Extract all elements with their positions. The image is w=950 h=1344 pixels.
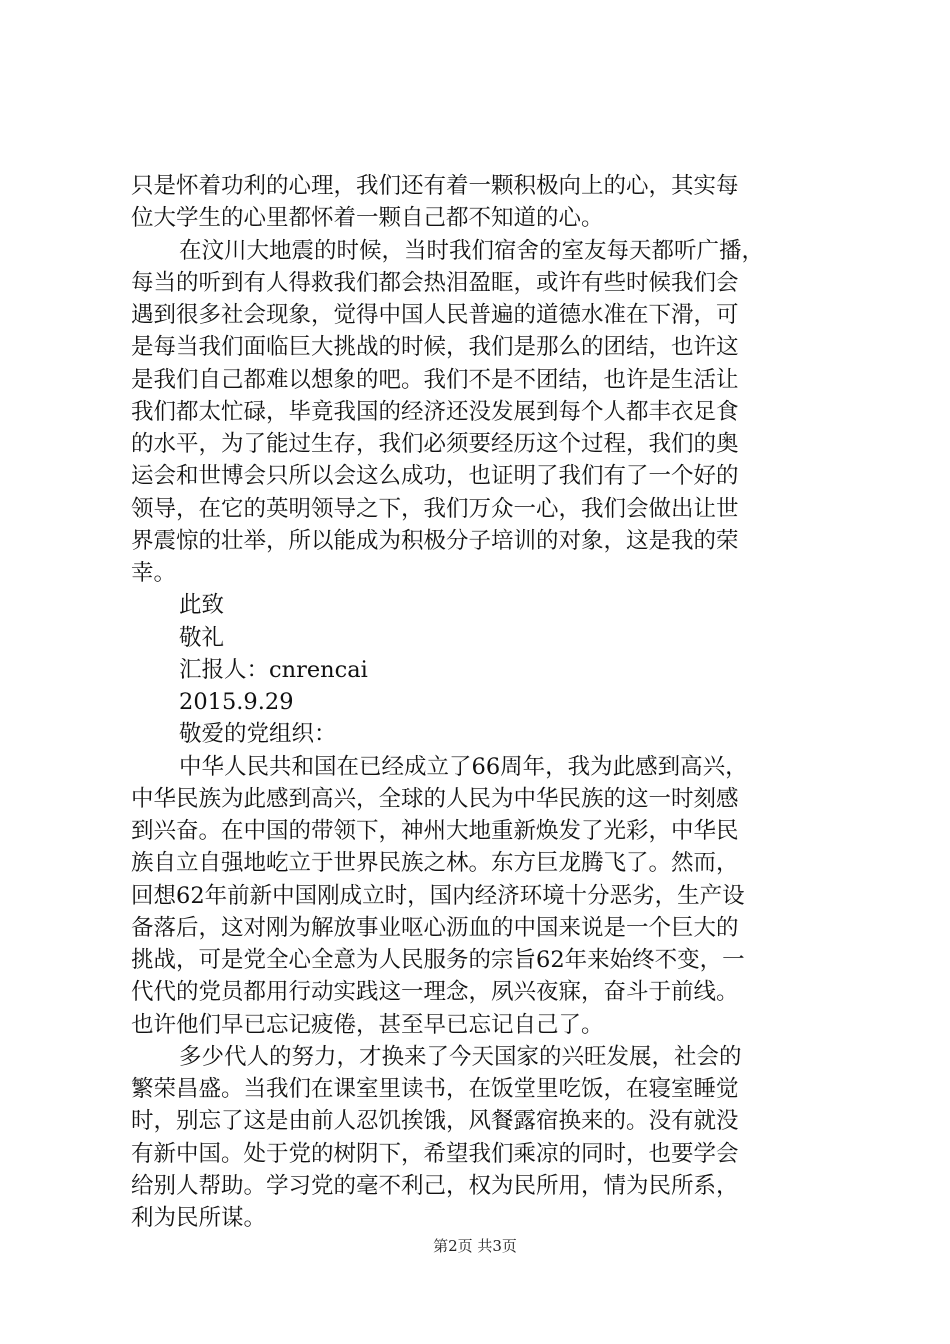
text-line: 的水平，为了能过生存，我们必须要经历这个过程，我们的奥	[131, 431, 739, 457]
text-line: 代代的党员都用行动实践这一理念，夙兴夜寐，奋斗于前线。	[131, 979, 739, 1006]
text-line: 遇到很多社会现象，觉得中国人民普遍的道德水准在下滑，可	[131, 302, 739, 328]
text-line: 敬爱的党组织：	[179, 721, 337, 748]
text-line: 中华民族为此感到高兴，全球的人民为中华民族的这一时刻感	[131, 785, 739, 812]
text-line: 界震惊的壮举，所以能成为积极分子培训的对象，这是我的荣	[131, 527, 739, 554]
text-line: 我们都太忙碌，毕竟我国的经济还没发展到每个人都丰衣足食	[131, 398, 739, 425]
text-line: 备落后，这对刚为解放事业呕心沥血的中国来说是一个巨大的	[131, 914, 739, 941]
document-body	[131, 170, 831, 1234]
text-line: 给别人帮助。学习党的毫不利己，权为民所用，情为民所系，	[131, 1172, 739, 1199]
text-line: 只是怀着功利的心理，我们还有着一颗积极向上的心，其实每	[131, 173, 739, 199]
text-line: 在汶川大地震的时候，当时我们宿舍的室友每天都听广播，	[179, 237, 765, 264]
text-line: 每当的听到有人得救我们都会热泪盈眶，或许有些时候我们会	[131, 269, 739, 296]
text-line: 是每当我们面临巨大挑战的时候，我们是那么的团结，也许这	[131, 334, 739, 361]
text-line: 繁荣昌盛。当我们在课室里读书，在饭堂里吃饭，在寝室睡觉	[131, 1076, 739, 1102]
text-line: 到兴奋。在中国的带领下，神州大地重新焕发了光彩，中华民	[131, 818, 739, 844]
text-line: 是我们自己都难以想象的吧。我们不是不团结，也许是生活让	[131, 366, 739, 393]
text-line: 有新中国。处于党的树阴下，希望我们乘凉的同时，也要学会	[131, 1140, 739, 1167]
text-line: 汇报人：cnrencai	[179, 656, 368, 683]
text-line: 时，别忘了这是由前人忍饥挨饿，风餐露宿换来的。没有就没	[131, 1108, 739, 1135]
text-line: 也许他们早已忘记疲倦，甚至早已忘记自己了。	[131, 1011, 604, 1038]
text-line: 领导，在它的英明领导之下，我们万众一心，我们会做出让世	[131, 495, 739, 522]
page-footer: 第2页 共3页	[433, 1237, 517, 1255]
text-line: 中华人民共和国在已经成立了66周年，我为此感到高兴，	[179, 753, 748, 780]
text-line: 幸。	[131, 560, 177, 586]
text-line: 位大学生的心里都怀着一颗自己都不知道的心。	[131, 205, 604, 232]
text-line: 运会和世博会只所以会这么成功，也证明了我们有了一个好的	[131, 463, 739, 490]
text-line: 挑战，可是党全心全意为人民服务的宗旨62年来始终不变，一	[131, 947, 745, 973]
text-line: 利为民所谋。	[131, 1205, 267, 1231]
text-line: 敬礼	[179, 624, 225, 651]
text-line: 族自立自强地屹立于世界民族之林。东方巨龙腾飞了。然而，	[131, 850, 739, 877]
text-line: 2015.9.29	[179, 689, 294, 715]
text-line: 此致	[179, 592, 225, 619]
text-line: 多少代人的努力，才换来了今天国家的兴旺发展，社会的	[179, 1043, 742, 1070]
text-line: 回想62年前新中国刚成立时，国内经济环境十分恶劣，生产设	[131, 882, 745, 909]
